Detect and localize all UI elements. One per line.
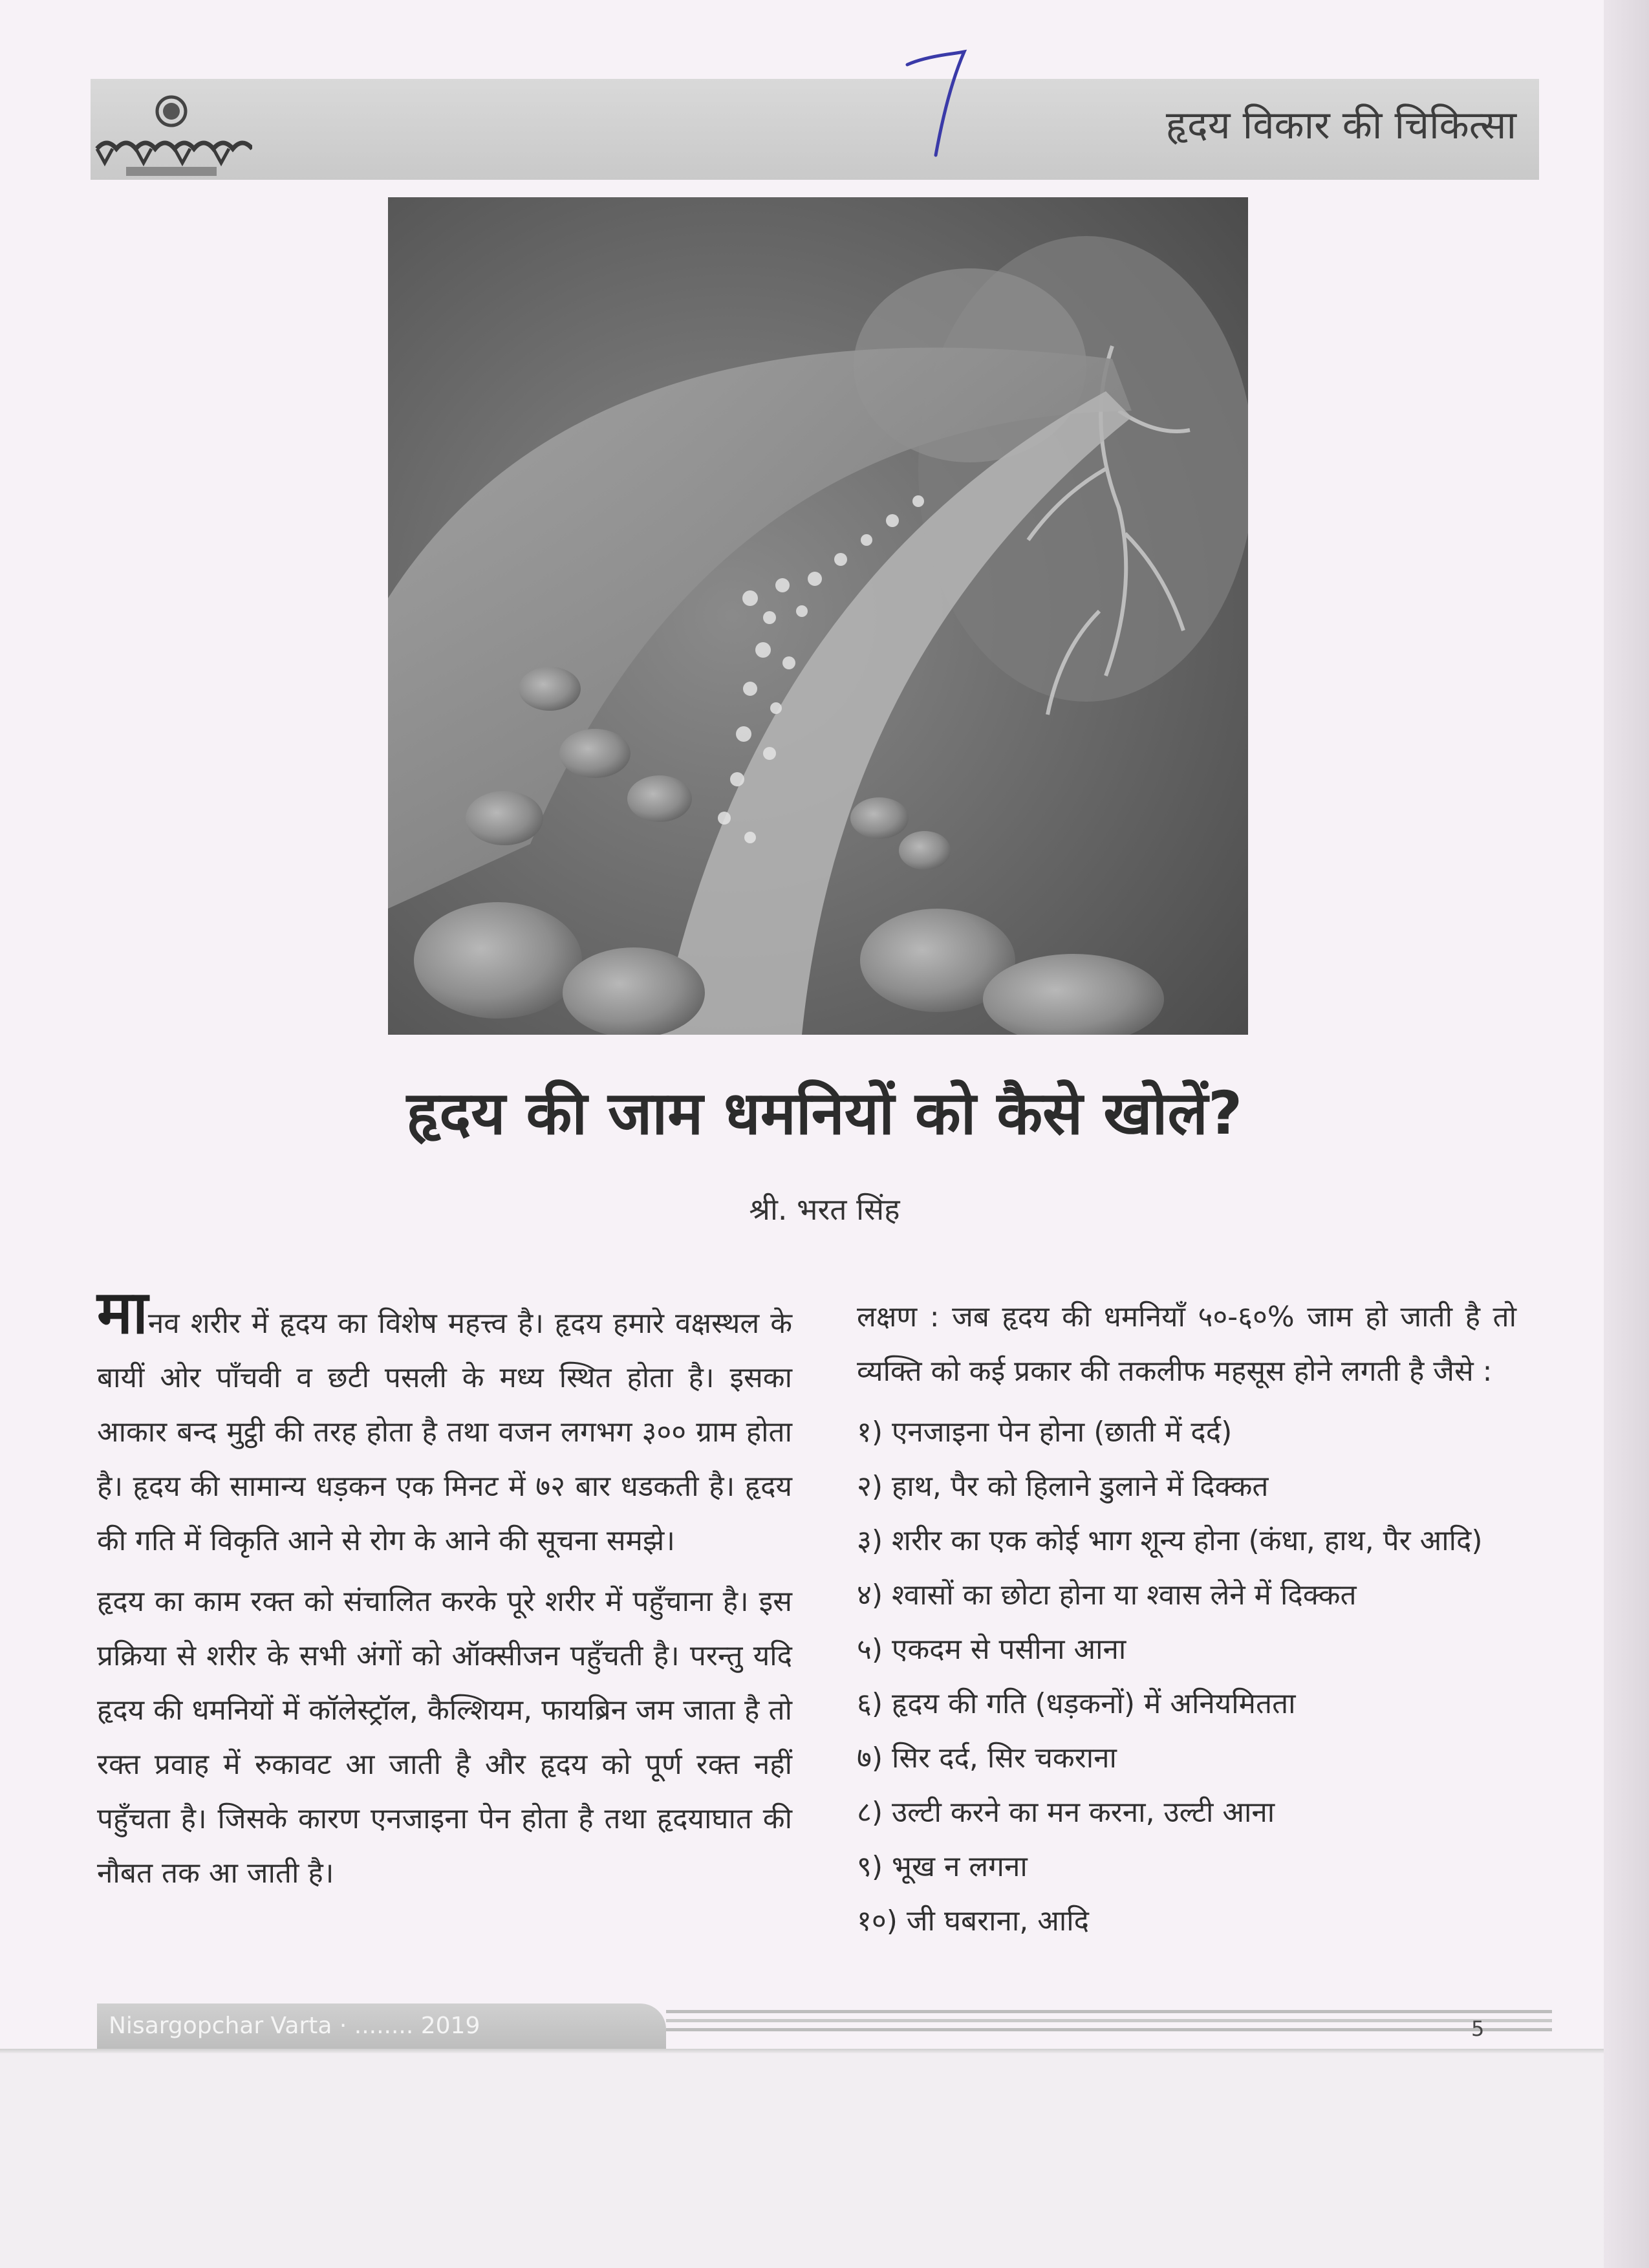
list-item: ९) भूख न लगना: [857, 1850, 1028, 1883]
symptoms-intro: लक्षण : जब हृदय की धमनियाँ ५०-६०% जाम हो जाती है तो व्यक्ति को कई प्रकार की तकलीफ महसूस होने लगती है जैसे :: [857, 1301, 1516, 1388]
symptoms-list: [857, 1405, 1516, 1949]
magazine-logo-icon: [91, 91, 252, 178]
list-item: ७) सिर दर्द, सिर चकराना: [857, 1742, 1117, 1775]
second-paragraph: हृदय का काम रक्त को संचालित करके पूरे शरीर में पहुँचाना है। इस प्रक्रिया से शरीर के सभी अंगों को ऑक्सीजन पहुँचती है। परन्तु यदि हृदय की धमनियों में कॉलेस्ट्रॉल, कैल्शियम, फायब्रिन जम जाता है तो रक्त प्रवाह में रुकावट आ जाती है और हृदय को पूर्ण रक्त नहीं पहुँचता है। जिसके कारण एनजाइना पेन होता है तथा हृदयाघात की नौबत तक आ जाती है।: [97, 1585, 792, 1890]
artery-illustration-icon: [388, 197, 1248, 1035]
footer-rules: [666, 2005, 1552, 2044]
artery-illustration: [388, 197, 1248, 1035]
page-number: 5: [1471, 2016, 1485, 2041]
article-author: श्री. भरत सिंह: [749, 1192, 900, 1227]
lower-page-area: [0, 2053, 1604, 2268]
footer-magazine-name: Nisargopchar Varta · ........ 2019: [109, 2013, 480, 2039]
list-item: ६) हृदय की गति (धड़कनों) में अनियमितता: [857, 1687, 1296, 1720]
drop-cap: मा: [97, 1278, 148, 1347]
intro-paragraph: [97, 1278, 792, 1568]
handwritten-page-number: [902, 39, 980, 162]
header-title: हृदय विकार की चिकित्सा: [1165, 103, 1516, 148]
list-item: ४) श्वासों का छोटा होना या श्वास लेने में दिक्कत: [857, 1579, 1357, 1612]
list-item: ८) उल्टी करने का मन करना, उल्टी आना: [857, 1796, 1275, 1829]
intro-paragraph-text: नव शरीर में हृदय का विशेष महत्त्व है। हृदय हमारे वक्षस्थल के बायीं ओर पाँचवी व छटी पसली के मध्य स्थित होता है। इसका आकार बन्द मुट्ठी की तरह होता है तथा वजन लगभग ३०० ग्राम होता है। हृदय की सामान्य धड़कन एक मिनट में ७२ बार धडकती है। हृदय की गति में विकृति आने से रोग के आने की सूचना समझे।: [97, 1307, 792, 1557]
list-item: २) हाथ, पैर को हिलाने डुलाने में दिक्कत: [857, 1470, 1269, 1503]
list-item: ५) एकदम से पसीना आना: [857, 1633, 1126, 1666]
article-title: हृदय की जाम धमनियों को कैसे खोलें?: [406, 1079, 1243, 1148]
list-item: १) एनजाइना पेन होना (छाती में दर्द): [857, 1416, 1233, 1449]
list-item: १०) जी घबराना, आदि: [857, 1905, 1089, 1938]
article-right-column: [857, 1290, 1516, 1949]
article-left-column: [97, 1278, 792, 1907]
footer-tab: [97, 2003, 666, 2050]
list-item: ३) शरीर का एक कोई भाग शून्य होना (कंधा, हाथ, पैर आदि): [857, 1524, 1483, 1557]
